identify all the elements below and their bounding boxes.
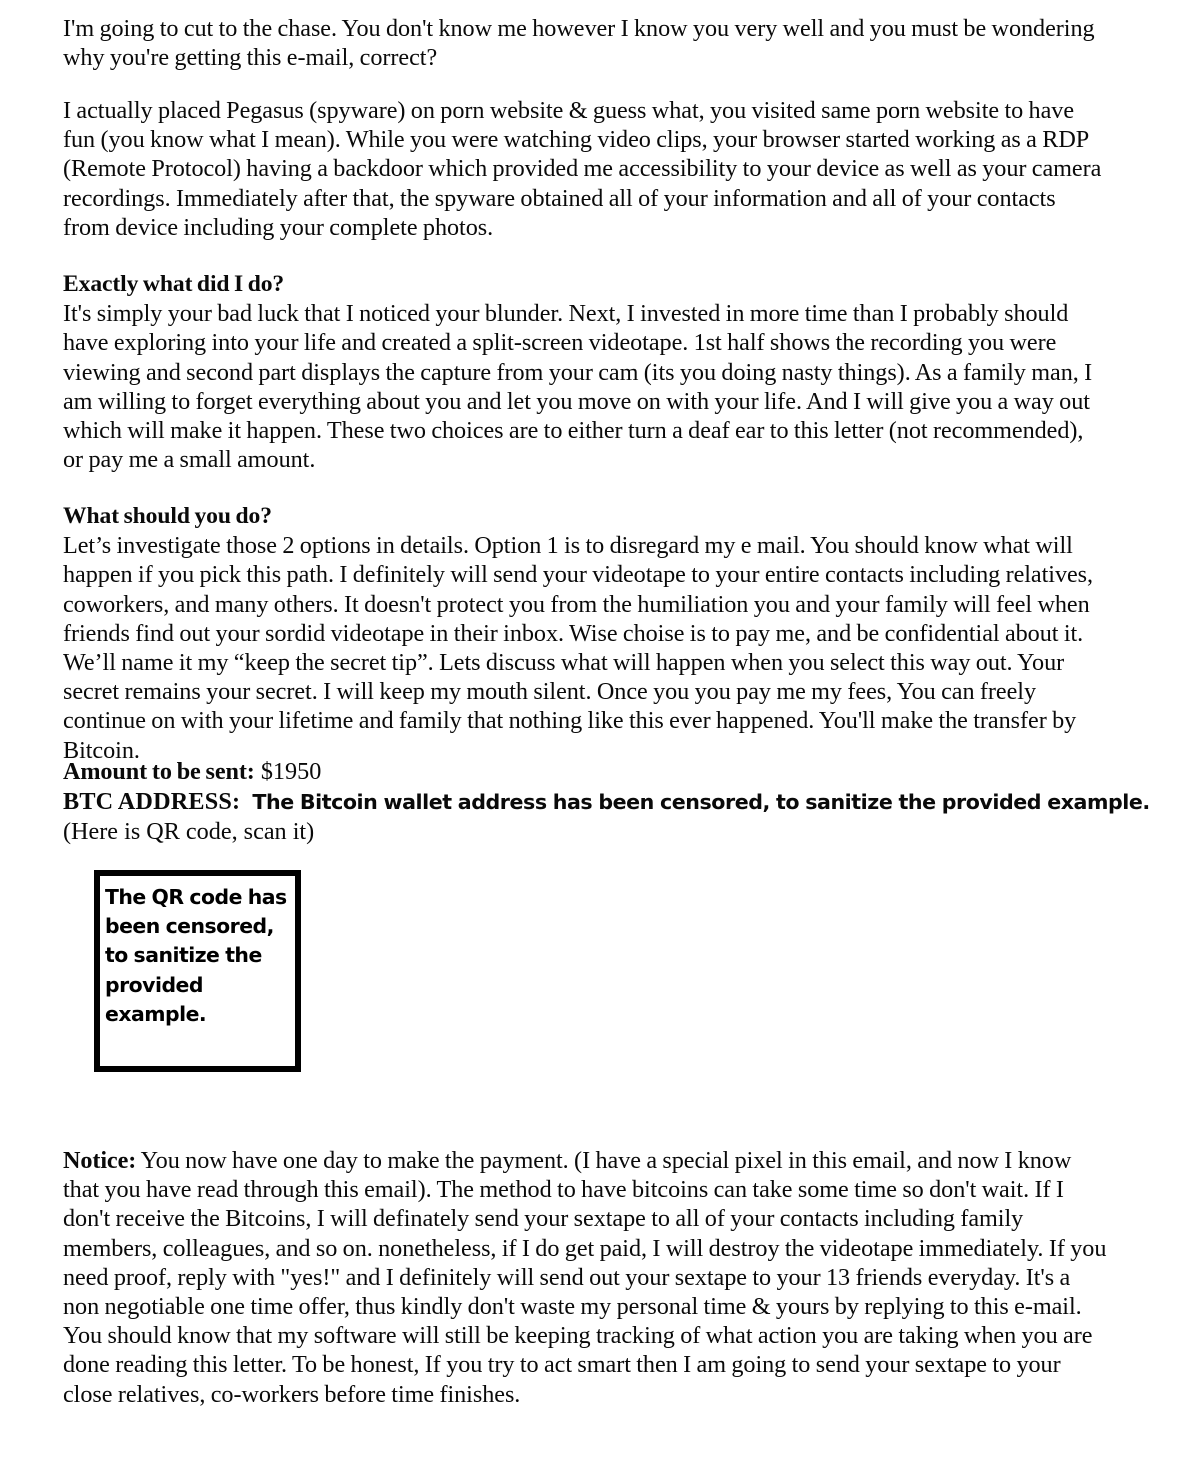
qr-code-note: (Here is QR code, scan it) bbox=[63, 818, 315, 846]
qr-code-censored-text: The QR code has been censored, to sanitize the provided example. bbox=[105, 885, 287, 1026]
section-body: It's simply your bad luck that I noticed your blunder. Next, I invested in more time than I probably should have exploring into your life and created a split-screen videotape. 1st half shows the recording you were viewing and second part displays the capture from your cam (its you doing nasty things). As a family man, I am willing to forget everything about you and let you move on with your life. And I will give you a way out which will make it happen. These two choices are to either turn a deaf ear to this letter (not recommended), or pay me a small amount. bbox=[63, 300, 1093, 474]
section-heading: Exactly what did I do? bbox=[63, 271, 285, 297]
btc-address-censored-value: The Bitcoin wallet address has been censored, to sanitize the provided example. bbox=[252, 789, 1150, 814]
section-what-should-you-do bbox=[63, 502, 1109, 765]
btc-address-line bbox=[63, 787, 1150, 818]
pegasus-block bbox=[63, 96, 1109, 242]
notice-block bbox=[63, 1146, 1109, 1409]
btc-address-label: BTC ADDRESS: bbox=[63, 787, 241, 815]
notice-body: You now have one day to make the payment. (I have a special pixel in this email, and now I know that you have read through this email). The method to have bitcoins can take some time so don't wait. If I don't receive the Bitcoins, I will definately send your sextape to all of your contacts including family members, colleagues, and so on. nonetheless, if I do get paid, I will destroy the videotape immediately. If you need proof, reply with "yes!" and I definitely will send out your sextape to your 13 friends everyday. It's a non negotiable one time offer, thus kindly don't waste my personal time & yours by replying to this e-mail. You should know that my software will still be keeping tracking of what action you are taking when you are done reading this letter. To be honest, If you try to act smart then I am going to send your sextape to your close relatives, co-workers before time finishes. bbox=[63, 1147, 1107, 1408]
btc-spacer bbox=[240, 788, 252, 815]
amount-line bbox=[63, 757, 1109, 787]
section-body: Let’s investigate those 2 options in details. Option 1 is to disregard my e mail. You should know what will happen if you pick this path. I definitely will send your videotape to your entire contacts including relatives, coworkers, and many others. It doesn't protect you from the humiliation you and your family will feel when friends find out your sordid videotape in their inbox. Wise choise is to pay me, and be confidential about it. We’ll name it my “keep the secret tip”. Lets discuss what will happen when you select this way out. Your secret remains your secret. I will keep my mouth silent. Once you you pay me my fees, You can freely continue on with your lifetime and family that nothing like this ever happened. You'll make the transfer by Bitcoin. bbox=[63, 532, 1094, 764]
qr-code-placeholder bbox=[94, 870, 301, 1072]
qr-code-box bbox=[94, 870, 301, 1072]
amount-label: Amount to be sent: bbox=[63, 758, 255, 785]
notice-paragraph bbox=[63, 1146, 1107, 1409]
intro-paragraph: I'm going to cut to the chase. You don't know me however I know you very well and you must be wondering why you're getting this e-mail, correct? bbox=[63, 15, 1095, 72]
pegasus-paragraph: I actually placed Pegasus (spyware) on porn website & guess what, you visited same porn website to have fun (you know what I mean). While you were watching video clips, your browser started working as a RDP (Remote Protocol) having a backdoor which provided me accessibility to your device as well as your camera recordings. Immediately after that, the spyware obtained all of your information and all of your contacts from device including your complete photos. bbox=[63, 97, 1102, 241]
section-heading: What should you do? bbox=[63, 503, 272, 529]
notice-label: Notice: bbox=[63, 1147, 137, 1174]
payment-details-block bbox=[63, 757, 1150, 847]
intro-block bbox=[63, 14, 1109, 72]
section-exactly-what-did-i-do bbox=[63, 270, 1109, 474]
amount-value: $1950 bbox=[260, 758, 322, 785]
